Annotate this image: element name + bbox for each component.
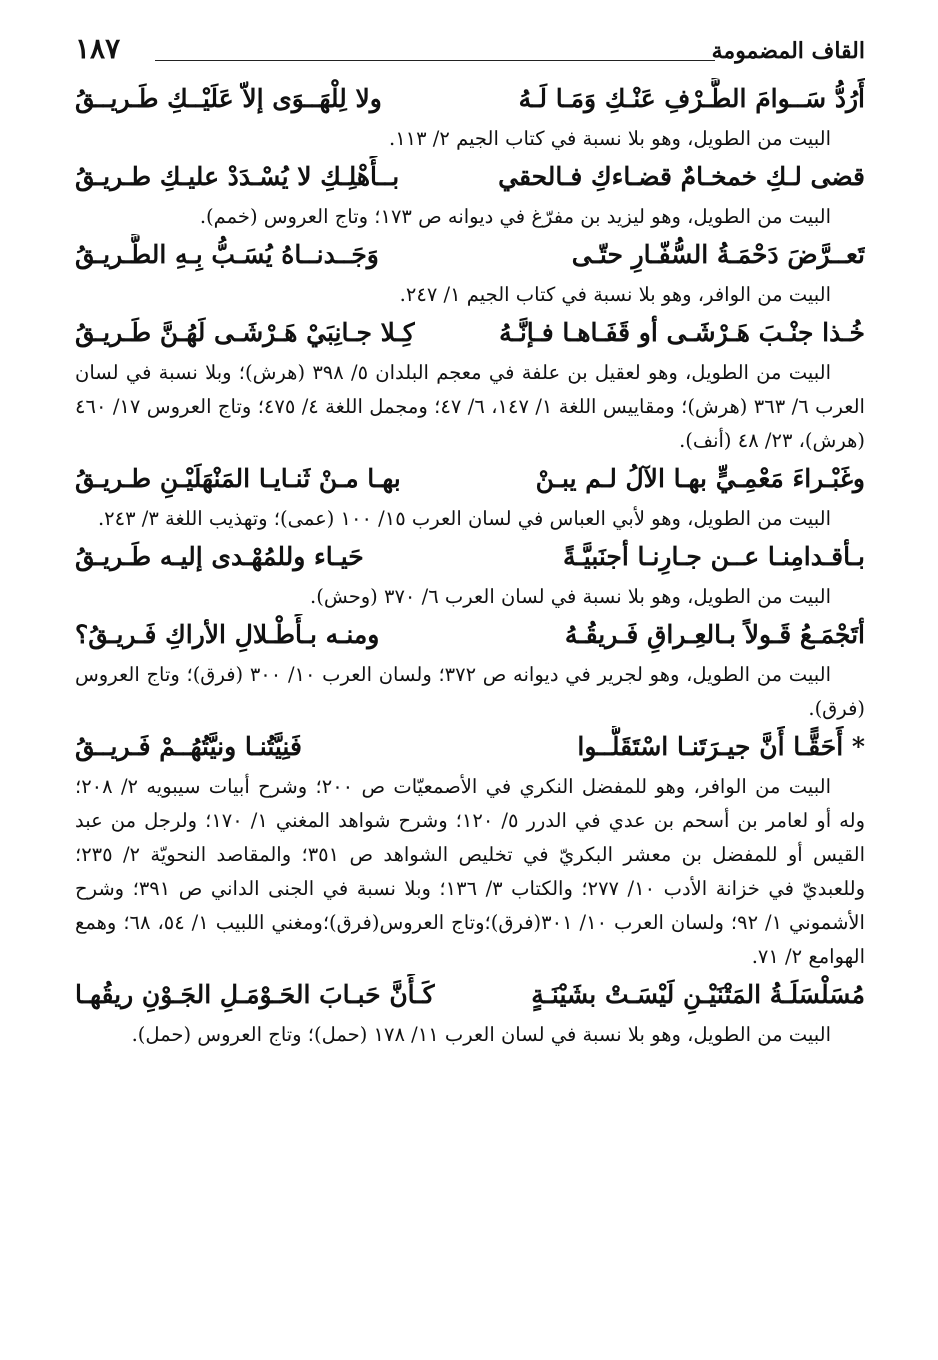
verse-line — [75, 974, 865, 1016]
page-number: ١٨٧ — [75, 32, 121, 65]
first-hemistich: قضى لـكِ خمخـامٌ قضـاءكِ فـالحقي — [498, 162, 865, 191]
first-hemistich: مُسَلْسَلَـةُ المَتْنَيْـنِ لَيْسَـتْ بشَيْنَـةٍ — [531, 980, 865, 1009]
book-page — [75, 28, 865, 1052]
citation-note: البيت من الطويل، وهو لجرير في ديوانه ص ٣٧٢؛ ولسان العرب ١٠/ ٣٠٠ (فرق)؛ وتاج العروس (فرق). — [75, 663, 865, 720]
citation-note: البيت من الطويل، وهو لعقيل بن علفة في معجم البلدان ٥/ ٣٩٨ (هرش)؛ وبلا نسبة في لسان العرب ٦/ ٣٦٣ (هرش)؛ ومقاييس اللغة ١/ ١٤٧، ٦/ ٤٧؛ ومجمل اللغة ٤/ ٤٧٥؛ وتاج العروس ١٧/ ٤٦٠ (هرش)، ٢٣/ ٤٨ (أنف). — [75, 361, 865, 452]
first-hemistich: تَعــرَّضَ دَحْمَـةُ السُّفّـارِ حتّـى — [571, 240, 865, 269]
verse-line — [75, 156, 865, 198]
citation-note: البيت من الطويل، وهو ليزيد بن مفرّغ في ديوانه ص ١٧٣؛ وتاج العروس (خمم). — [199, 205, 831, 228]
first-hemistich: وغَبْـراءَ مَعْمِـيٍّ بهـا الآلُ لـم يبـنْ — [535, 464, 865, 493]
verse-entry — [75, 614, 865, 726]
second-hemistich: حَيـاء وللمُهْـدى إليـه طَـريـقُ — [75, 542, 364, 571]
verse-entry — [75, 156, 865, 234]
second-hemistich: ومنـه بـأَطْـلالِ الأراكِ فَـريـقُ؟ — [75, 620, 380, 649]
second-hemistich: وَجَــدنــاهُ يُسَـبُّ بِـهِ الطَّـريـقُ — [75, 240, 379, 269]
verse-line — [75, 614, 865, 656]
first-hemistich: بـأقـدامِنـا عــن جـارِنـا أجنَبيَّـةً — [563, 542, 865, 571]
verse-entry — [75, 234, 865, 312]
citation-note: البيت من الطويل، وهو بلا نسبة في لسان العرب ١١/ ١٧٨ (حمل)؛ وتاج العروس (حمل). — [131, 1023, 831, 1046]
verse-entry — [75, 78, 865, 156]
verse-line — [75, 536, 865, 578]
verse-entry — [75, 458, 865, 536]
citation-note: البيت من الطويل، وهو بلا نسبة في كتاب الجيم ٢/ ١١٣. — [388, 127, 831, 150]
first-hemistich: أتَجْمَـعُ قَـولاً بـالعِـراقِ فَـريقُـهُ — [564, 620, 865, 649]
verse-entry — [75, 974, 865, 1052]
second-hemistich: بــأَهْلِـكِ لا يُسْـدَدْ عليـكِ طـريـقُ — [75, 162, 400, 191]
citation-note: البيت من الطويل، وهو لأبي العباس في لسان العرب ١٥/ ١٠٠ (عمى)؛ وتهذيب اللغة ٣/ ٢٤٣. — [97, 507, 831, 530]
verse-entry — [75, 726, 865, 974]
first-hemistich: * أَحَقًّـا أَنَّ جيـرَتَنـا اسْتَقَلُّــوا — [577, 732, 865, 761]
citation-note: البيت من الوافر، وهو بلا نسبة في كتاب الجيم ١/ ٢٤٧. — [399, 283, 831, 306]
first-hemistich: أَرُدُّ سَــوامَ الطَّـرْفِ عَنْـكِ وَمَـا لَـهُ — [518, 84, 865, 113]
header-rule — [155, 60, 715, 61]
verse-line — [75, 78, 865, 120]
verse-line — [75, 234, 865, 276]
second-hemistich: بهـا مـنْ ثَنـايـا المَنْهَلَيْـنِ طـريـقُ — [75, 464, 401, 493]
second-hemistich: كَـأَنَّ حَبـابَ الحَـوْمَـلِ الجَـوْنِ ريقُهـا — [75, 980, 435, 1009]
second-hemistich: ولا لِلْهَــوَى إلاّ عَلَيْــكِ طَـريــقُ — [75, 84, 382, 113]
verse-line — [75, 458, 865, 500]
verse-line — [75, 726, 865, 768]
second-hemistich: فَنِيَّتُنـا ونيَّتُهُــمْ فَـريــقُ — [75, 732, 302, 761]
running-title: القاف المضمومة — [711, 38, 865, 64]
verse-entry — [75, 312, 865, 458]
verse-entry — [75, 536, 865, 614]
first-hemistich: خُـذا جنْـبَ هَـرْشَـى أو قَفَـاهـا فـإنَّـهُ — [499, 318, 865, 347]
verse-line — [75, 312, 865, 354]
page-header — [75, 28, 865, 78]
second-hemistich: كِـلا جـانِبَيْ هَـرْشَـى لَهُـنَّ طَـريـقُ — [75, 318, 415, 347]
citation-note: البيت من الطويل، وهو بلا نسبة في لسان العرب ٦/ ٣٧٠ (وحش). — [310, 585, 831, 608]
citation-note: البيت من الوافر، وهو للمفضل النكري في الأصمعيّات ص ٢٠٠؛ وشرح أبيات سيبويه ٢/ ٢٠٨؛ وله أو لعامر بن أسحم بن عدي في الدرر ٥/ ١٢٠؛ وشرح شواهد المغني ١/ ١٧٠؛ ولرجل من عبد القيس أو للمفضل بن معشر البكريّ في تخليص الشواهد ص ٣٥١؛ والمقاصد النحويّة ٢/ ٢٣٥؛ وللعبديّ في خزانة الأدب ١٠/ ٢٧٧؛ والكتاب ٣/ ١٣٦؛ وبلا نسبة في الجنى الداني ص ٣٩١؛ وشرح الأشموني ١/ ٩٢؛ ولسان العرب ١٠/ ٣٠١(فرق)؛وتاج العروس(فرق)؛ومغني اللبيب ١/ ٥٤، ٦٨؛ وهمع الهوامع ٢/ ٧١. — [75, 775, 866, 968]
